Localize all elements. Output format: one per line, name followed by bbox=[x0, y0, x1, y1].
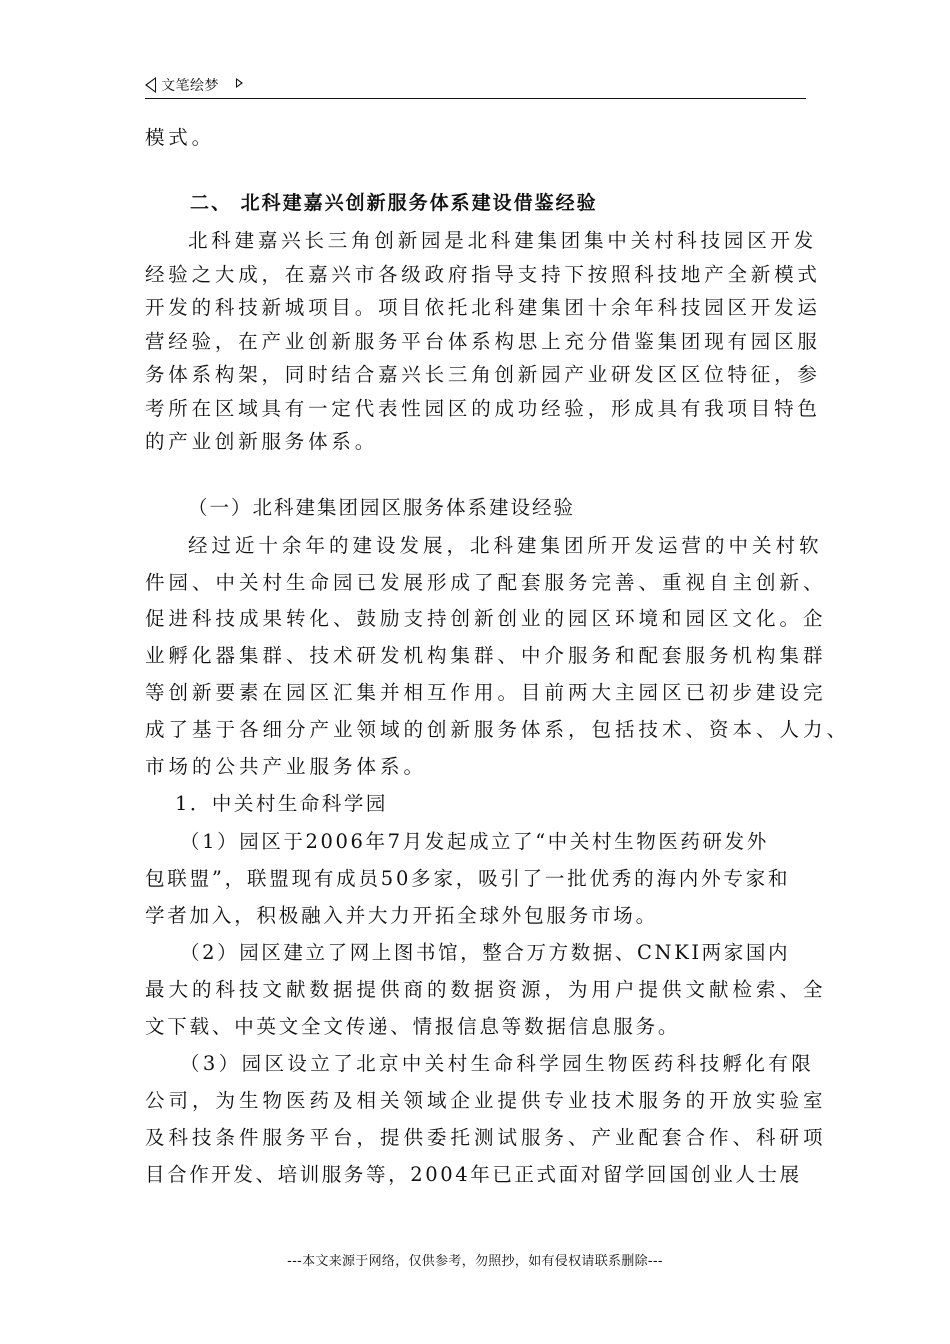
text-line: 的产业创新服务体系。 bbox=[145, 430, 379, 453]
text-line: 及科技条件服务平台，提供委托测试服务、产业配套合作、科研项 bbox=[145, 1126, 827, 1149]
section-heading: 二、 北科建嘉兴创新服务体系建设借鉴经验 bbox=[190, 192, 598, 214]
text-line: 务体系构架，同时结合嘉兴长三角创新园产业研发区区位特征，参 bbox=[145, 363, 821, 386]
text-line: 公司，为生物医药及相关领域企业提供专业技术服务的开放实验室 bbox=[145, 1089, 827, 1112]
text-line: 文下载、中英文全文传递、情报信息等数据信息服务。 bbox=[145, 1015, 681, 1038]
text-line: 业孵化器集群、技术研发机构集群、中介服务和配套服务机构集群 bbox=[145, 644, 827, 667]
text-line: 营经验，在产业创新服务平台体系构思上充分借鉴集团现有园区服 bbox=[145, 330, 821, 353]
text-line: 考所在区域具有一定代表性园区的成功经验，形成具有我项目特色 bbox=[145, 397, 821, 420]
triangle-right-icon bbox=[236, 78, 243, 88]
numbered-heading: 1．中关村生命科学园 bbox=[175, 792, 388, 815]
text-line: 经过近十余年的建设发展，北科建集团所开发运营的中关村软 bbox=[188, 534, 823, 557]
text-line: 成了基于各细分产业领域的创新服务体系，包括技术、资本、人力、 bbox=[145, 718, 851, 741]
text-line: 件园、中关村生命园已发展形成了配套服务完善、重视自主创新、 bbox=[145, 571, 827, 594]
text-line: 目合作开发、培训服务等，2004年已正式面对留学回国创业人士展 bbox=[145, 1163, 802, 1186]
text-line: 等创新要素在园区汇集并相互作用。目前两大主园区已初步建设完 bbox=[145, 681, 827, 704]
text-line: 最大的科技文献数据提供商的数据资源，为用户提供文献检索、全 bbox=[145, 978, 827, 1001]
text-line: 经验之大成，在嘉兴市各级政府指导支持下按照科技地产全新模式 bbox=[145, 263, 821, 286]
text-line: 开发的科技新城项目。项目依托北科建集团十余年科技园区开发运 bbox=[145, 296, 821, 319]
header-rule bbox=[145, 98, 806, 99]
text-line: 促进科技成果转化、鼓励支持创新创业的园区环境和园区文化。企 bbox=[145, 607, 827, 630]
text-line: 模式。 bbox=[145, 126, 215, 149]
header-title: 文笔绘梦 bbox=[161, 78, 219, 94]
subsection-heading: （一）北科建集团园区服务体系建设经验 bbox=[188, 496, 576, 519]
text-line: （3）园区设立了北京中关村生命科学园生物医药科技孵化有限 bbox=[180, 1052, 815, 1075]
text-line: （1）园区于2006年7月发起成立了“中关村生物医药研发外 bbox=[180, 830, 769, 853]
triangle-left-icon bbox=[145, 77, 156, 93]
page-header bbox=[145, 72, 806, 98]
text-line: 学者加入，积极融入并大力开拓全球外包服务市场。 bbox=[145, 904, 658, 927]
page-footer: ---本文来源于网络，仅供参考，勿照抄，如有侵权请联系删除--- bbox=[287, 1254, 663, 1269]
text-line: （2）园区建立了网上图书馆，整合万方数据、CNKI两家国内 bbox=[180, 941, 791, 964]
text-line: 包联盟”，联盟现有成员50多家，吸引了一批优秀的海内外专家和 bbox=[145, 867, 791, 890]
text-line: 北科建嘉兴长三角创新园是北科建集团集中关村科技园区开发 bbox=[188, 229, 818, 252]
text-line: 市场的公共产业服务体系。 bbox=[145, 755, 428, 778]
